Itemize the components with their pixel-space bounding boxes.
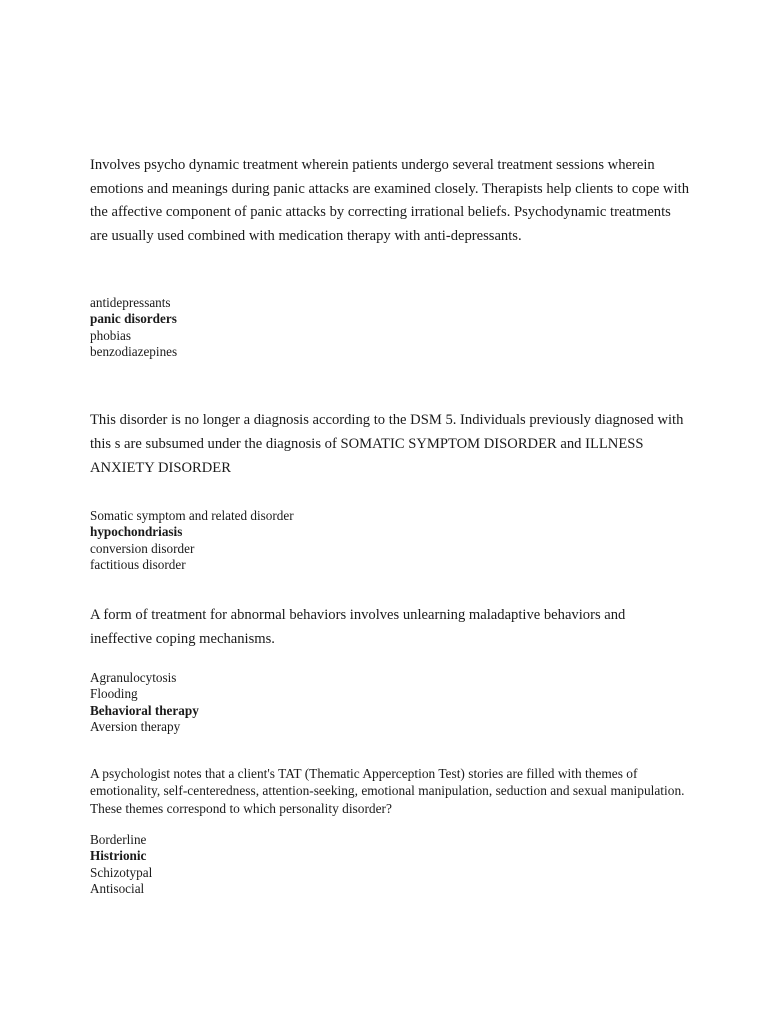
answer-options: [90, 508, 690, 573]
question-text: A psychologist notes that a client's TAT (Thematic Apperception Test) stories are filled with themes of emotionality, self-centeredness, attention-seeking, emotional manipulation, seduction and sexual manipulation. These themes correspond to which personality disorder?: [90, 766, 685, 816]
answer-option: Flooding: [90, 686, 138, 702]
answer-option-correct: Histrionic: [90, 848, 147, 864]
question-block: [90, 154, 690, 360]
answer-option: factitious disorder: [90, 556, 186, 572]
answer-option: Schizotypal: [90, 864, 153, 880]
question-text: This disorder is no longer a diagnosis according to the DSM 5. Individuals previously diagnosed with this s are subsumed under the diagnosis of SOMATIC SYMPTOM DISORDER and ILLNESS ANXIETY DISORDER: [90, 412, 684, 476]
answer-option: antidepressants: [90, 295, 171, 310]
answer-option: phobias: [90, 327, 132, 343]
answer-option: Agranulocytosis: [90, 670, 177, 685]
answer-option: Borderline: [90, 831, 147, 847]
answer-option: Aversion therapy: [90, 718, 181, 734]
question-block: [90, 603, 690, 735]
answer-options: [90, 832, 690, 898]
answer-option: conversion disorder: [90, 540, 195, 556]
answer-option: Somatic symptom and related disorder: [90, 508, 294, 523]
answer-option: Antisocial: [90, 881, 145, 897]
question-text: A form of treatment for abnormal behaviors involves unlearning maladaptive behaviors and ineffective coping mechanisms.: [90, 607, 626, 647]
answer-option: benzodiazepines: [90, 343, 178, 359]
question-block: [90, 765, 690, 898]
answer-option-correct: Behavioral therapy: [90, 702, 199, 718]
question-block: [90, 408, 690, 573]
answer-option-correct: panic disorders: [90, 311, 177, 327]
answer-option-correct: hypochondriasis: [90, 524, 183, 540]
answer-options: [90, 670, 690, 735]
question-text: Involves psycho dynamic treatment wherein patients undergo several treatment sessions wherein emotions and meanings during panic attacks are examined closely. Therapists help clients to cope with the affective component of panic attacks by correcting irrational beliefs. Psychodynamic treatments are usually used combined with medication therapy with anti-depressants.: [90, 157, 689, 244]
answer-options: [90, 295, 690, 360]
